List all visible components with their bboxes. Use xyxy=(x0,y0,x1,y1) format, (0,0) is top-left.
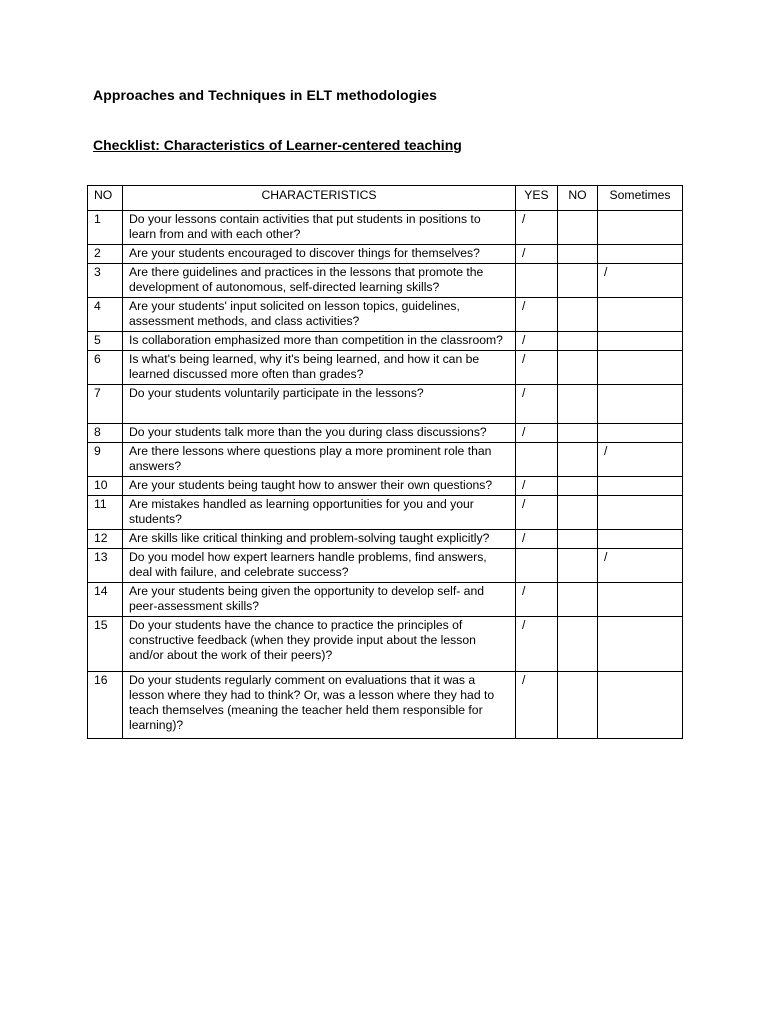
table-row xyxy=(88,211,683,245)
table-row xyxy=(88,672,683,739)
row-yes-mark: / xyxy=(516,617,558,672)
row-sometimes-mark xyxy=(598,211,683,245)
row-yes-mark xyxy=(516,443,558,477)
row-no-mark xyxy=(558,617,598,672)
row-no-mark xyxy=(558,351,598,385)
row-no-mark xyxy=(558,477,598,496)
row-number: 5 xyxy=(88,332,123,351)
row-number: 8 xyxy=(88,424,123,443)
row-number: 14 xyxy=(88,583,123,617)
row-characteristic: Is collaboration emphasized more than competition in the classroom? xyxy=(123,332,516,351)
row-characteristic: Are there lessons where questions play a more prominent role than answers? xyxy=(123,443,516,477)
row-yes-mark: / xyxy=(516,530,558,549)
table-row xyxy=(88,583,683,617)
row-sometimes-mark xyxy=(598,496,683,530)
row-sometimes-mark: / xyxy=(598,443,683,477)
row-yes-mark: / xyxy=(516,351,558,385)
table-row xyxy=(88,530,683,549)
row-sometimes-mark xyxy=(598,530,683,549)
row-sometimes-mark xyxy=(598,477,683,496)
row-characteristic: Do your students regularly comment on evaluations that it was a lesson where they had to think? Or, was a lesson where they had to teach themselves (meaning the teacher held them responsible for learning)? xyxy=(123,672,516,739)
row-number: 10 xyxy=(88,477,123,496)
row-sometimes-mark: / xyxy=(598,264,683,298)
row-sometimes-mark xyxy=(598,245,683,264)
row-yes-mark: / xyxy=(516,332,558,351)
table-row xyxy=(88,385,683,424)
document-title: Approaches and Techniques in ELT methodologies xyxy=(93,87,438,103)
row-characteristic: Are your students' input solicited on lesson topics, guidelines, assessment methods, and class activities? xyxy=(123,298,516,332)
table-row xyxy=(88,617,683,672)
row-sometimes-mark xyxy=(598,385,683,424)
header-no-answer: NO xyxy=(558,186,598,211)
row-characteristic: Do your students have the chance to practice the principles of constructive feedback (when they provide input about the lesson and/or about the work of their peers)? xyxy=(123,617,516,672)
row-characteristic: Are there guidelines and practices in the lessons that promote the development of autonomous, self-directed learning skills? xyxy=(123,264,516,298)
row-characteristic: Are your students being taught how to answer their own questions? xyxy=(123,477,516,496)
row-sometimes-mark xyxy=(598,672,683,739)
header-no: NO xyxy=(88,186,123,211)
row-no-mark xyxy=(558,496,598,530)
row-no-mark xyxy=(558,549,598,583)
row-number: 6 xyxy=(88,351,123,385)
row-yes-mark: / xyxy=(516,385,558,424)
table-row xyxy=(88,477,683,496)
row-yes-mark: / xyxy=(516,583,558,617)
row-no-mark xyxy=(558,332,598,351)
row-yes-mark xyxy=(516,549,558,583)
table-row xyxy=(88,549,683,583)
row-no-mark xyxy=(558,530,598,549)
row-characteristic: Are your students being given the opportunity to develop self- and peer-assessment skills? xyxy=(123,583,516,617)
row-no-mark xyxy=(558,443,598,477)
row-characteristic: Do your students talk more than the you during class discussions? xyxy=(123,424,516,443)
row-no-mark xyxy=(558,264,598,298)
row-number: 4 xyxy=(88,298,123,332)
row-number: 3 xyxy=(88,264,123,298)
table-row xyxy=(88,298,683,332)
header-yes: YES xyxy=(516,186,558,211)
table-row xyxy=(88,332,683,351)
row-sometimes-mark xyxy=(598,424,683,443)
row-number: 9 xyxy=(88,443,123,477)
row-sometimes-mark xyxy=(598,617,683,672)
checklist-table xyxy=(87,185,683,739)
row-number: 15 xyxy=(88,617,123,672)
row-number: 12 xyxy=(88,530,123,549)
table-row xyxy=(88,264,683,298)
row-sometimes-mark xyxy=(598,332,683,351)
row-sometimes-mark: / xyxy=(598,549,683,583)
table-row xyxy=(88,351,683,385)
row-sometimes-mark xyxy=(598,351,683,385)
row-yes-mark: / xyxy=(516,245,558,264)
header-characteristics: CHARACTERISTICS xyxy=(123,186,516,211)
row-no-mark xyxy=(558,211,598,245)
table-row xyxy=(88,443,683,477)
row-no-mark xyxy=(558,298,598,332)
table-row xyxy=(88,424,683,443)
row-characteristic: Do your lessons contain activities that put students in positions to learn from and with each other? xyxy=(123,211,516,245)
row-yes-mark xyxy=(516,264,558,298)
table-header-row xyxy=(88,186,683,211)
row-number: 2 xyxy=(88,245,123,264)
row-yes-mark: / xyxy=(516,424,558,443)
checklist-title: Checklist: Characteristics of Learner-centered teaching xyxy=(93,137,462,153)
row-sometimes-mark xyxy=(598,583,683,617)
row-number: 11 xyxy=(88,496,123,530)
row-characteristic: Are mistakes handled as learning opportunities for you and your students? xyxy=(123,496,516,530)
row-no-mark xyxy=(558,672,598,739)
row-no-mark xyxy=(558,245,598,264)
row-no-mark xyxy=(558,424,598,443)
header-sometimes: Sometimes xyxy=(598,186,683,211)
table-row xyxy=(88,496,683,530)
row-yes-mark: / xyxy=(516,477,558,496)
row-characteristic: Are your students encouraged to discover things for themselves? xyxy=(123,245,516,264)
table-row xyxy=(88,245,683,264)
row-number: 13 xyxy=(88,549,123,583)
checklist-body xyxy=(88,211,683,739)
row-yes-mark: / xyxy=(516,672,558,739)
row-sometimes-mark xyxy=(598,298,683,332)
row-no-mark xyxy=(558,583,598,617)
row-characteristic: Do your students voluntarily participate in the lessons? xyxy=(123,385,516,424)
row-characteristic: Are skills like critical thinking and problem-solving taught explicitly? xyxy=(123,530,516,549)
row-number: 1 xyxy=(88,211,123,245)
row-number: 16 xyxy=(88,672,123,739)
row-yes-mark: / xyxy=(516,211,558,245)
row-yes-mark: / xyxy=(516,496,558,530)
row-no-mark xyxy=(558,385,598,424)
row-characteristic: Do you model how expert learners handle problems, find answers, deal with failure, and celebrate success? xyxy=(123,549,516,583)
row-yes-mark: / xyxy=(516,298,558,332)
row-characteristic: Is what's being learned, why it's being learned, and how it can be learned discussed more often than grades? xyxy=(123,351,516,385)
row-number: 7 xyxy=(88,385,123,424)
